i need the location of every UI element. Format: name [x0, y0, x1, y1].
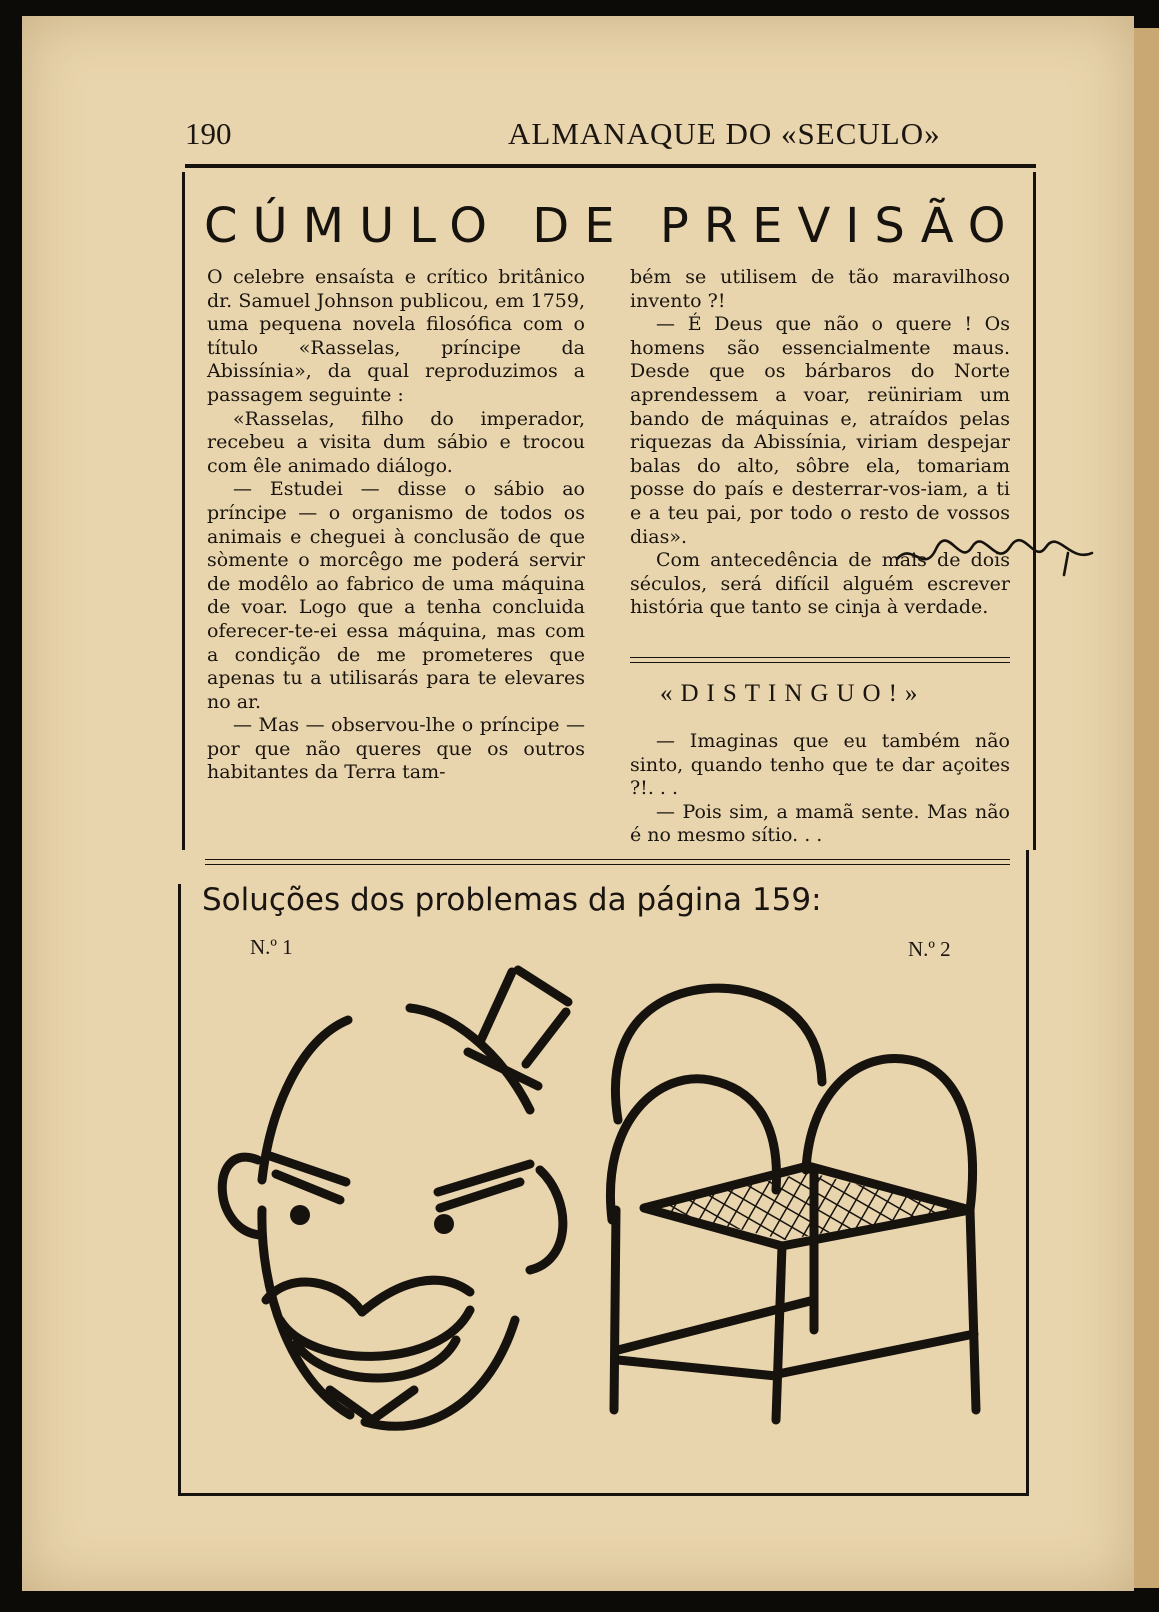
face-drawing: [200, 960, 600, 1460]
chair-drawing: [600, 970, 1020, 1440]
article-paragraph: «Rasselas, filho do imperador, recebeu a visita dum sábio e trocou com êle animado diálogo.: [207, 407, 585, 477]
solutions-frame-right: [1026, 850, 1029, 1496]
solutions-title: Soluções dos problemas da página 159:: [202, 882, 822, 918]
section-divider: [205, 859, 1010, 865]
article-paragraph: — Estudei — disse o sábio ao príncipe — o organismo de todos os animais e cheguei à conclusão de que sòmente o morcêgo me poderá servir de modêlo ao fabrico de uma máquina de voar. Logo que a tenha concluida oferecer-te-ei essa máquina, mas com a condição de me prometeres que apenas tu a utilisarás para te elevares no ar.: [207, 478, 585, 713]
joke-column: [630, 730, 1010, 848]
page-number: 190: [185, 116, 232, 151]
article-paragraph: O celebre ensaísta e crítico britânico dr. Samuel Johnson publicou, em 1759, uma pequena novela filosófica com o título «Rasselas, príncipe da Abissínia», da qual reproduzimos a passagem seguinte :: [207, 266, 585, 406]
solutions-frame-left: [178, 884, 181, 1496]
solution-label-1: N.º 1: [250, 935, 293, 959]
joke-paragraph: — Pois sim, a mamã sente. Mas não é no mesmo sítio. . .: [630, 800, 1010, 847]
joke-title: «DISTINGUO!»: [660, 680, 926, 707]
solution-label-2: N.º 2: [908, 937, 951, 961]
article-paragraph: — Mas — observou-lhe o príncipe — por que não queres que os outros habitantes da Terra tam-: [207, 714, 585, 784]
solutions-frame-bottom: [178, 1493, 1029, 1496]
joke-paragraph: — Imaginas que eu também não sinto, quando tenho que te dar açoites ?!. . .: [630, 730, 1010, 800]
handwritten-scribble: [892, 535, 1102, 580]
next-page-edge: [1134, 28, 1159, 1588]
publication-title: ALMANAQUE DO «SECULO»: [508, 116, 941, 151]
article-paragraph: — É Deus que não o quere ! Os homens são essencialmente maus. Desde que os bárbaros do Norte aprendessem a voar, reüniriam um bando de máquinas e, atraídos pelas riquezas da Abissínia, viriam despejar balas do alto, sôbre ela, tomariam posse do país e desterrar-vos-iam, a ti e a teu pai, por todo o resto de vossos dias».: [630, 313, 1010, 548]
article-paragraph: Com antecedência de mais de dois séculos, será difícil alguém escrever história que tanto se cinja à verdade.: [630, 549, 1010, 619]
article-paragraph: bém se utilisem de tão maravilhoso invento ?!: [630, 266, 1010, 312]
section-divider: [630, 657, 1010, 663]
header-rule: [185, 164, 1036, 168]
article-left-column: [207, 266, 585, 785]
article-title: CÚMULO DE PREVISÃO: [204, 198, 1021, 254]
